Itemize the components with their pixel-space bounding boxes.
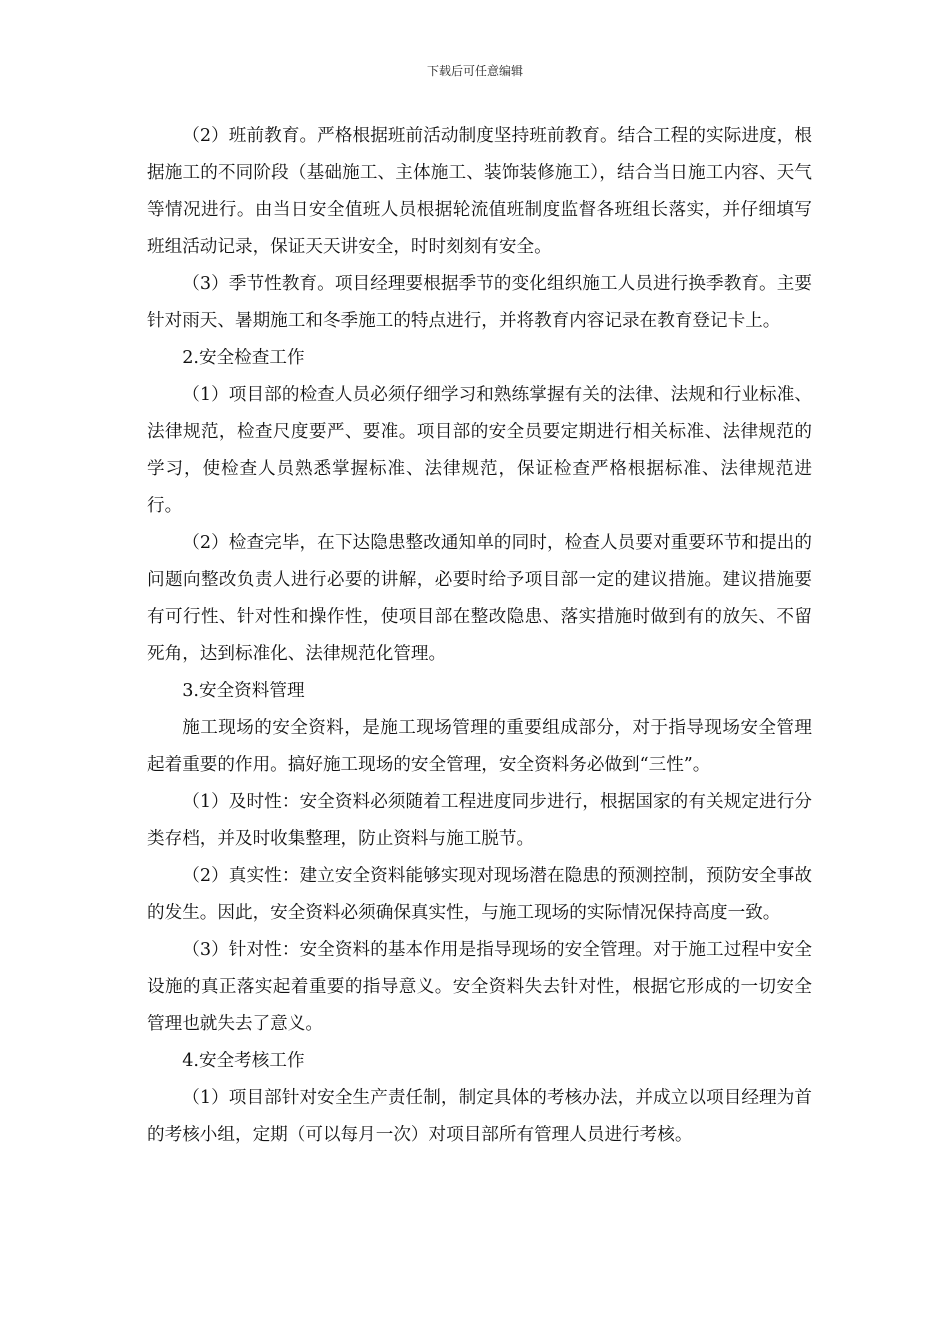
paragraph: （3）季节性教育。项目经理要根据季节的变化组织施工人员进行换季教育。主要针对雨天、暑期施工和冬季施工的特点进行，并将教育内容记录在教育登记卡上。 [147,274,812,331]
section-heading: 4.安全考核工作 [182,1051,305,1071]
paragraph: （1）项目部的检查人员必须仔细学习和熟练掌握有关的法律、法规和行业标准、法律规范，检查尺度要严、要准。项目部的安全员要定期进行相关标准、法律规范的学习，使检查人员熟悉掌握标准、法律规范，保证检查严格根据标准、法律规范进行。 [147,385,812,516]
section-heading: 3.安全资料管理 [182,681,305,701]
paragraph: 施工现场的安全资料，是施工现场管理的重要组成部分，对于指导现场安全管理起着重要的作用。搞好施工现场的安全管理，安全资料务必做到“三性”。 [147,718,812,775]
document-body [147,118,812,1154]
paragraph: （1）及时性：安全资料必须随着工程进度同步进行，根据国家的有关规定进行分类存档，并及时收集整理，防止资料与施工脱节。 [147,792,812,849]
paragraph: （2）检查完毕，在下达隐患整改通知单的同时，检查人员要对重要环节和提出的问题向整改负责人进行必要的讲解，必要时给予项目部一定的建议措施。建议措施要有可行性、针对性和操作性，使项目部在整改隐患、落实措施时做到有的放矢、不留死角，达到标准化、法律规范化管理。 [147,533,812,664]
paragraph: （3）针对性：安全资料的基本作用是指导现场的安全管理。对于施工过程中安全设施的真正落实起着重要的指导意义。安全资料失去针对性，根据它形成的一切安全管理也就失去了意义。 [147,940,812,1034]
section-heading: 2.安全检查工作 [182,348,305,368]
page-header: 下载后可任意编辑 [426,64,523,78]
paragraph: （1）项目部针对安全生产责任制，制定具体的考核办法，并成立以项目经理为首的考核小组，定期（可以每月一次）对项目部所有管理人员进行考核。 [147,1088,812,1145]
paragraph: （2）真实性：建立安全资料能够实现对现场潜在隐患的预测控制，预防安全事故的发生。因此，安全资料必须确保真实性，与施工现场的实际情况保持高度一致。 [147,866,812,923]
paragraph: （2）班前教育。严格根据班前活动制度坚持班前教育。结合工程的实际进度，根据施工的不同阶段（基础施工、主体施工、装饰装修施工），结合当日施工内容、天气等情况进行。由当日安全值班人员根据轮流值班制度监督各班组长落实，并仔细填写班组活动记录，保证天天讲安全，时时刻刻有安全。 [147,126,812,257]
